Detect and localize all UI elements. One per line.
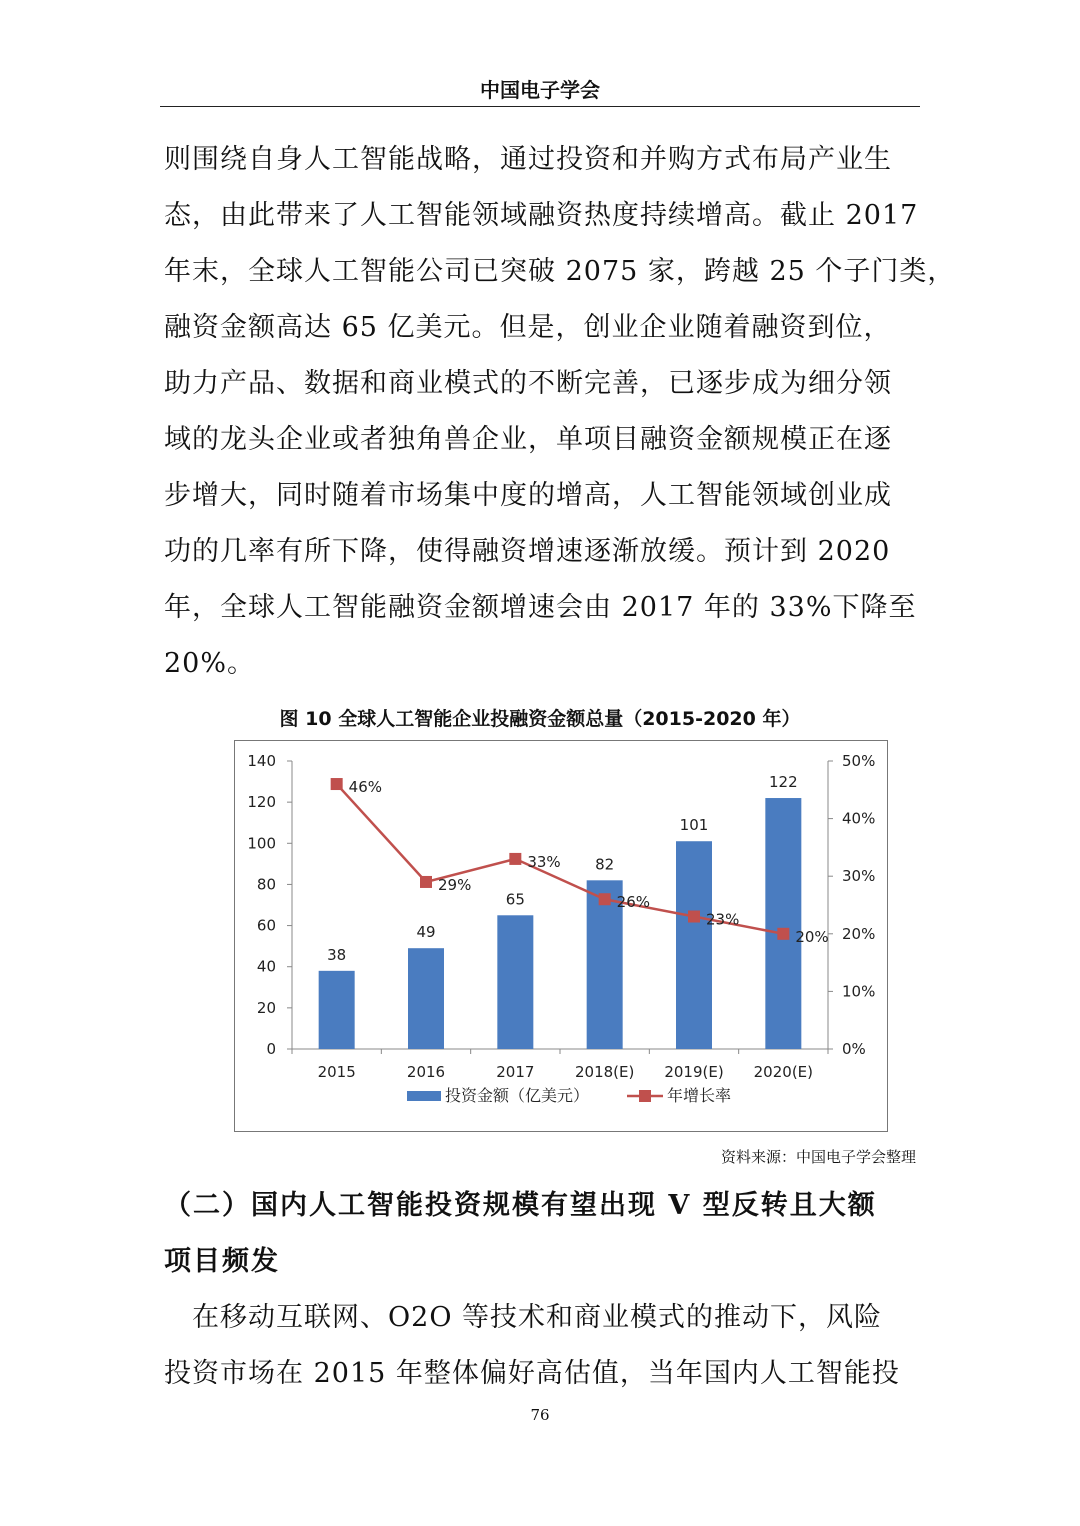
page-number: 76 bbox=[530, 1406, 550, 1424]
combo-chart bbox=[235, 741, 886, 1130]
heading-line: 项目频发 bbox=[164, 1246, 280, 1277]
x-tick-label: 2016 bbox=[406, 1063, 446, 1081]
paragraph-line: 步增大，同时随着市场集中度的增高，人工智能领域创业成 bbox=[164, 480, 892, 511]
line-marker bbox=[777, 928, 789, 940]
section-heading bbox=[164, 1178, 924, 1290]
y-left-tick-label: 60 bbox=[256, 916, 276, 935]
x-tick-label: 2019(E) bbox=[664, 1063, 724, 1081]
y-right-tick-label: 50% bbox=[842, 752, 876, 770]
bar bbox=[408, 948, 444, 1049]
bar-data-label: 65 bbox=[505, 890, 525, 909]
paragraph-line: 助力产品、数据和商业模式的不断完善，已逐步成为细分领 bbox=[164, 368, 892, 399]
bar bbox=[319, 971, 355, 1049]
x-tick-label: 2017 bbox=[496, 1063, 535, 1081]
paragraph-line: 投资市场在 2015 年整体偏好高估值，当年国内人工智能投 bbox=[164, 1358, 900, 1389]
paragraph-line: 年，全球人工智能融资金额增速会由 2017 年的 33%下降至 bbox=[164, 592, 917, 623]
y-right-tick-label: 0% bbox=[842, 1040, 866, 1058]
y-left-tick-label: 120 bbox=[247, 793, 276, 812]
paragraph-line: 在移动互联网、O2O 等技术和商业模式的推动下，风险 bbox=[164, 1302, 883, 1333]
x-tick-label: 2015 bbox=[317, 1063, 356, 1081]
paragraph-line: 态，由此带来了人工智能领域融资热度持续增高。截止 2017 bbox=[164, 200, 919, 231]
legend-bar-label: 投资金额（亿美元） bbox=[445, 1086, 590, 1105]
page-header: 中国电子学会 bbox=[480, 78, 600, 102]
bar bbox=[765, 798, 801, 1049]
bar-data-label: 82 bbox=[595, 855, 615, 874]
y-right-tick-label: 10% bbox=[842, 982, 876, 1001]
paragraph-line: 年末，全球人工智能公司已突破 2075 家，跨越 25 个子门类， bbox=[164, 256, 956, 287]
bar bbox=[497, 915, 533, 1049]
y-right-tick-label: 20% bbox=[842, 924, 876, 943]
line-marker bbox=[420, 876, 432, 888]
y-right-tick-label: 40% bbox=[842, 809, 876, 828]
line-data-label: 26% bbox=[616, 893, 651, 912]
bar-data-label: 122 bbox=[769, 773, 798, 792]
chart-frame bbox=[234, 740, 888, 1132]
paragraph-1 bbox=[164, 132, 956, 692]
bar bbox=[676, 841, 712, 1049]
legend-line-label: 年增长率 bbox=[667, 1086, 732, 1105]
paragraph-line: 20%。 bbox=[164, 648, 256, 679]
legend-bar-swatch bbox=[407, 1091, 441, 1101]
line-marker bbox=[331, 778, 343, 790]
heading-line: （二）国内人工智能投资规模有望出现 V 型反转且大额 bbox=[164, 1190, 877, 1221]
line-data-label: 29% bbox=[438, 875, 472, 894]
paragraph-line: 融资金额高达 65 亿美元。但是，创业企业随着融资到位， bbox=[164, 312, 892, 343]
x-tick-label: 2018(E) bbox=[574, 1063, 635, 1081]
paragraph-line: 则围绕自身人工智能战略，通过投资和并购方式布局产业生 bbox=[164, 144, 892, 175]
line-marker bbox=[688, 911, 700, 923]
legend-line-marker bbox=[639, 1090, 651, 1102]
line-data-label: 33% bbox=[527, 852, 561, 871]
x-tick-label: 2020(E) bbox=[753, 1063, 814, 1081]
y-left-tick-label: 40 bbox=[256, 957, 276, 976]
line-marker bbox=[599, 893, 611, 905]
bar-data-label: 38 bbox=[327, 945, 347, 964]
header-rule bbox=[160, 106, 920, 107]
paragraph-2 bbox=[164, 1290, 924, 1402]
line-data-label: 23% bbox=[706, 910, 740, 929]
y-left-tick-label: 100 bbox=[247, 834, 276, 853]
line-data-label: 20% bbox=[795, 927, 829, 946]
y-left-tick-label: 0 bbox=[266, 1040, 276, 1058]
line-marker bbox=[509, 853, 521, 865]
y-left-tick-label: 20 bbox=[256, 998, 276, 1017]
y-right-tick-label: 30% bbox=[842, 867, 876, 886]
line-data-label: 46% bbox=[348, 778, 383, 797]
paragraph-line: 域的龙头企业或者独角兽企业，单项目融资金额规模正在逐 bbox=[164, 424, 892, 455]
y-left-tick-label: 140 bbox=[247, 752, 276, 770]
figure-title: 图 10 全球人工智能企业投融资金额总量（2015-2020 年） bbox=[279, 708, 801, 730]
figure-source: 资料来源：中国电子学会整理 bbox=[720, 1148, 916, 1166]
paragraph-line: 功的几率有所下降，使得融资增速逐渐放缓。预计到 2020 bbox=[164, 536, 891, 567]
y-left-tick-label: 80 bbox=[256, 875, 276, 894]
bar-data-label: 49 bbox=[416, 923, 436, 942]
bar-data-label: 101 bbox=[679, 816, 709, 835]
